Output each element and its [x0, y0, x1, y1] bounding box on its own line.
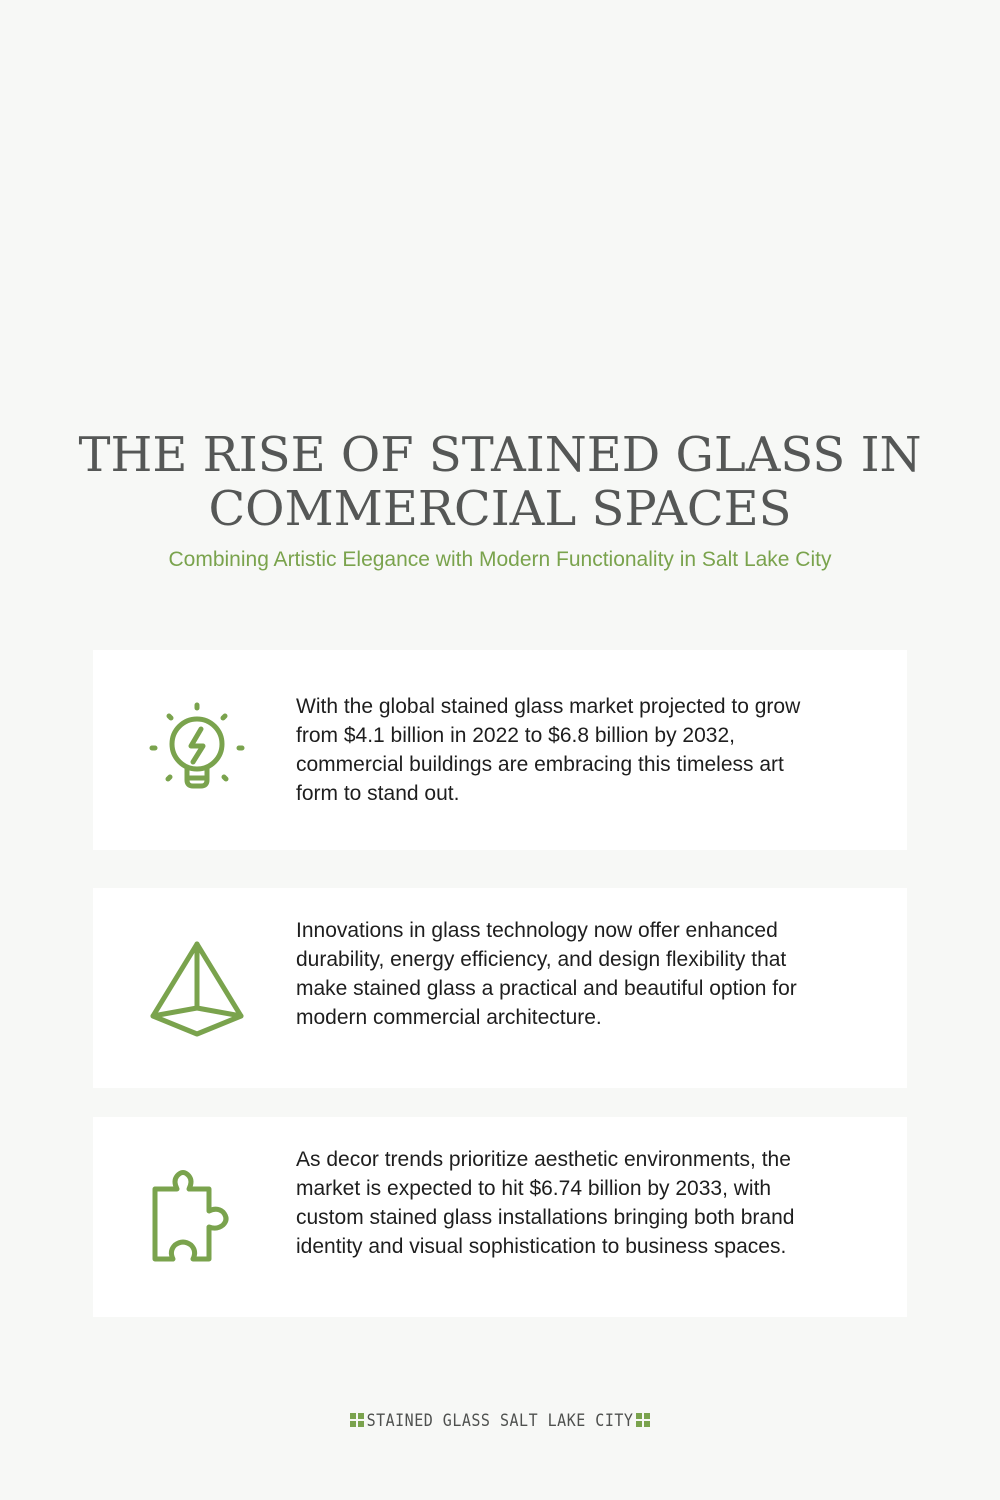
card-text: As decor trends prioritize aesthetic environments, the market is expected to hit $6.74 billion by 2033, with custom stained glass installations bringing both brand identity and visual sophistication to business spaces.	[296, 1148, 795, 1258]
lightbulb-icon	[147, 700, 247, 800]
info-card-innovation	[93, 888, 907, 1088]
stained-glass-squares-icon	[636, 1413, 650, 1427]
brand-name: STAINED GLASS SALT LAKE CITY	[366, 1409, 634, 1431]
card-text: With the global stained glass market projected to grow from $4.1 billion in 2022 to $6.8 billion by 2032, commercial buildings are embracing this timeless art form to stand out.	[296, 695, 801, 805]
footer-logo	[0, 1408, 1000, 1432]
info-card-decor-trends	[93, 1117, 907, 1317]
info-card-market-growth	[93, 650, 907, 850]
page-title: THE RISE OF STAINED GLASS IN COMMERCIAL SPACES	[78, 427, 922, 537]
card-text: Innovations in glass technology now offer enhanced durability, energy efficiency, and design flexibility that make stained glass a practical and beautiful option for modern commercial architecture.	[296, 919, 797, 1029]
pyramid-icon	[147, 938, 247, 1038]
header	[0, 428, 1000, 572]
page-subtitle: Combining Artistic Elegance with Modern Functionality in Salt Lake City	[168, 548, 832, 571]
puzzle-piece-icon	[147, 1167, 247, 1267]
stained-glass-squares-icon	[350, 1413, 364, 1427]
